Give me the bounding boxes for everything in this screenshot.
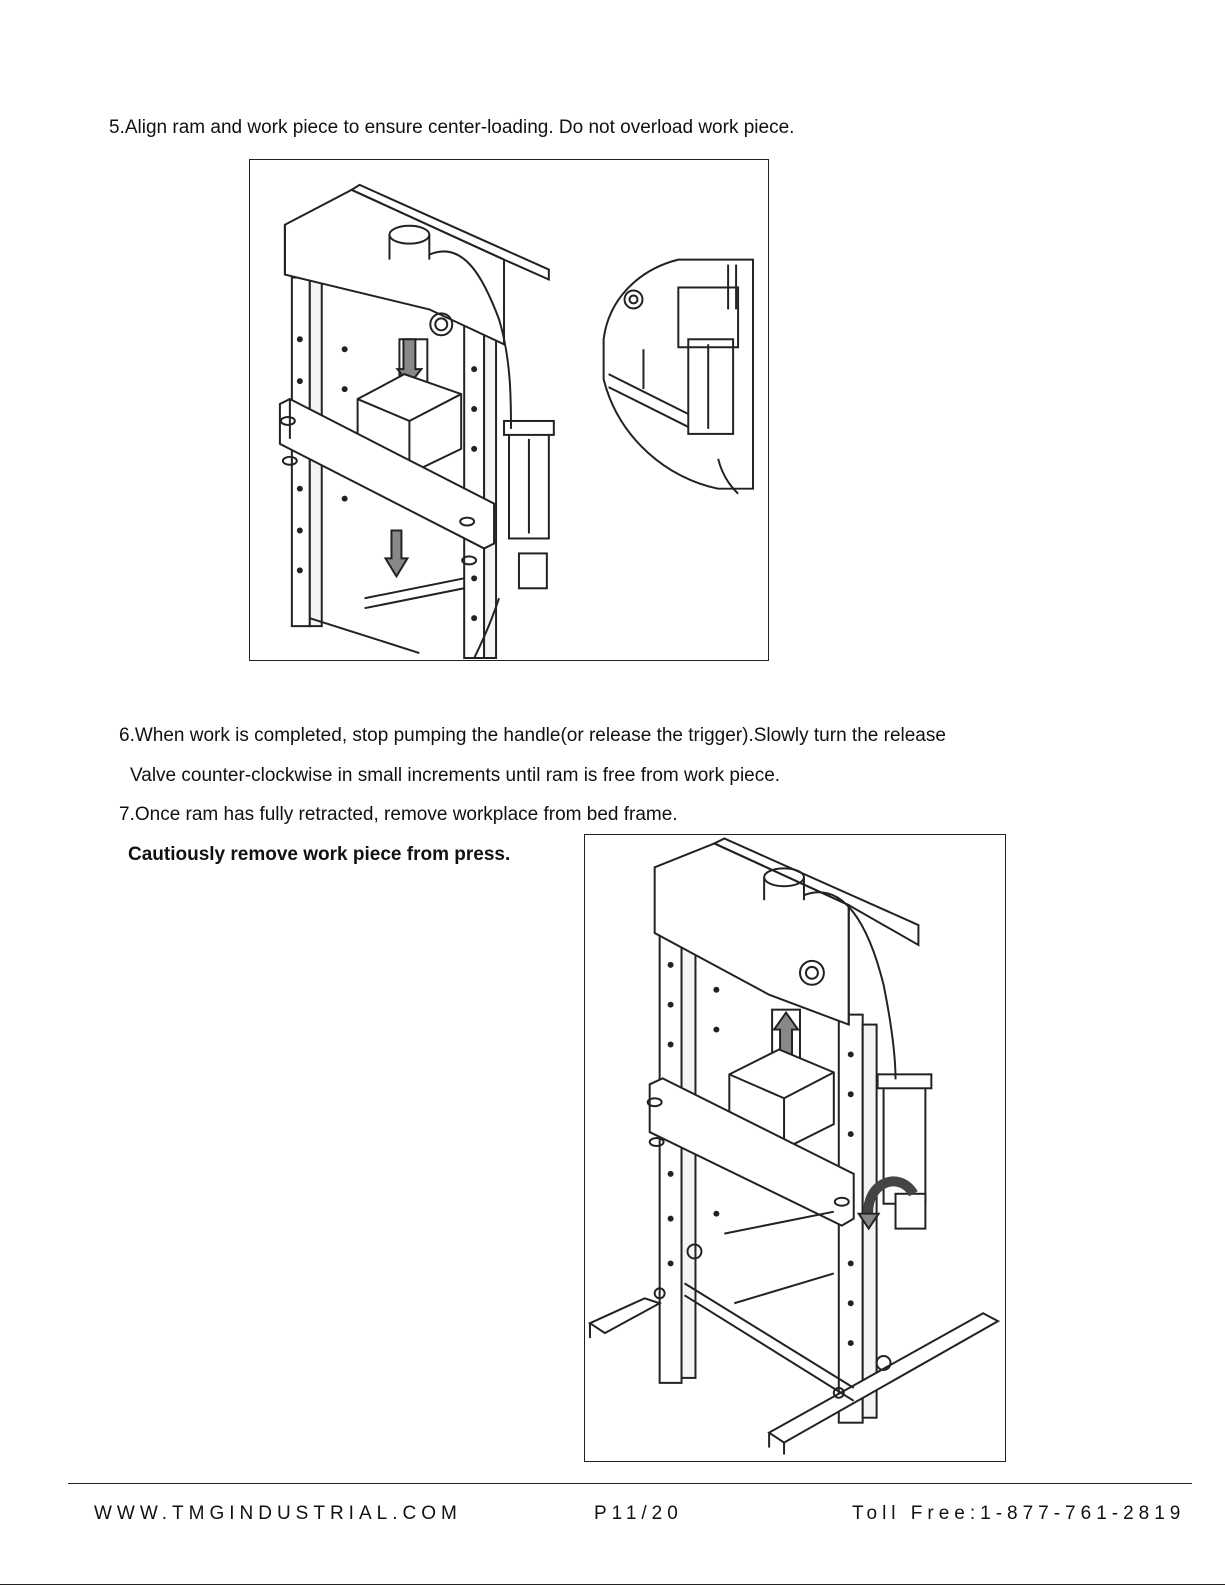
- step-5-text: 5.Align ram and work piece to ensure center-loading. Do not overload work piece.: [109, 117, 795, 138]
- figure-release-valve: [584, 834, 1006, 1462]
- press-illustration-top: [250, 160, 768, 660]
- footer-page-number: P11/20: [594, 1503, 683, 1524]
- footer-divider: [68, 1483, 1192, 1484]
- figure-align-ram: [249, 159, 769, 661]
- step-6-text-line-2: Valve counter-clockwise in small increments until ram is free from work piece.: [130, 765, 781, 786]
- step-6-text-line-1: 6.When work is completed, stop pumping the handle(or release the trigger).Slowly turn the release: [119, 725, 946, 746]
- caution-text: Cautiously remove work piece from press.: [128, 844, 511, 865]
- press-illustration-bottom: [585, 835, 1005, 1461]
- footer-toll-free: Toll Free:1-877-761-2819: [852, 1503, 1186, 1524]
- step-7-text: 7.Once ram has fully retracted, remove workplace from bed frame.: [119, 804, 678, 825]
- footer-website: WWW.TMGINDUSTRIAL.COM: [94, 1503, 462, 1524]
